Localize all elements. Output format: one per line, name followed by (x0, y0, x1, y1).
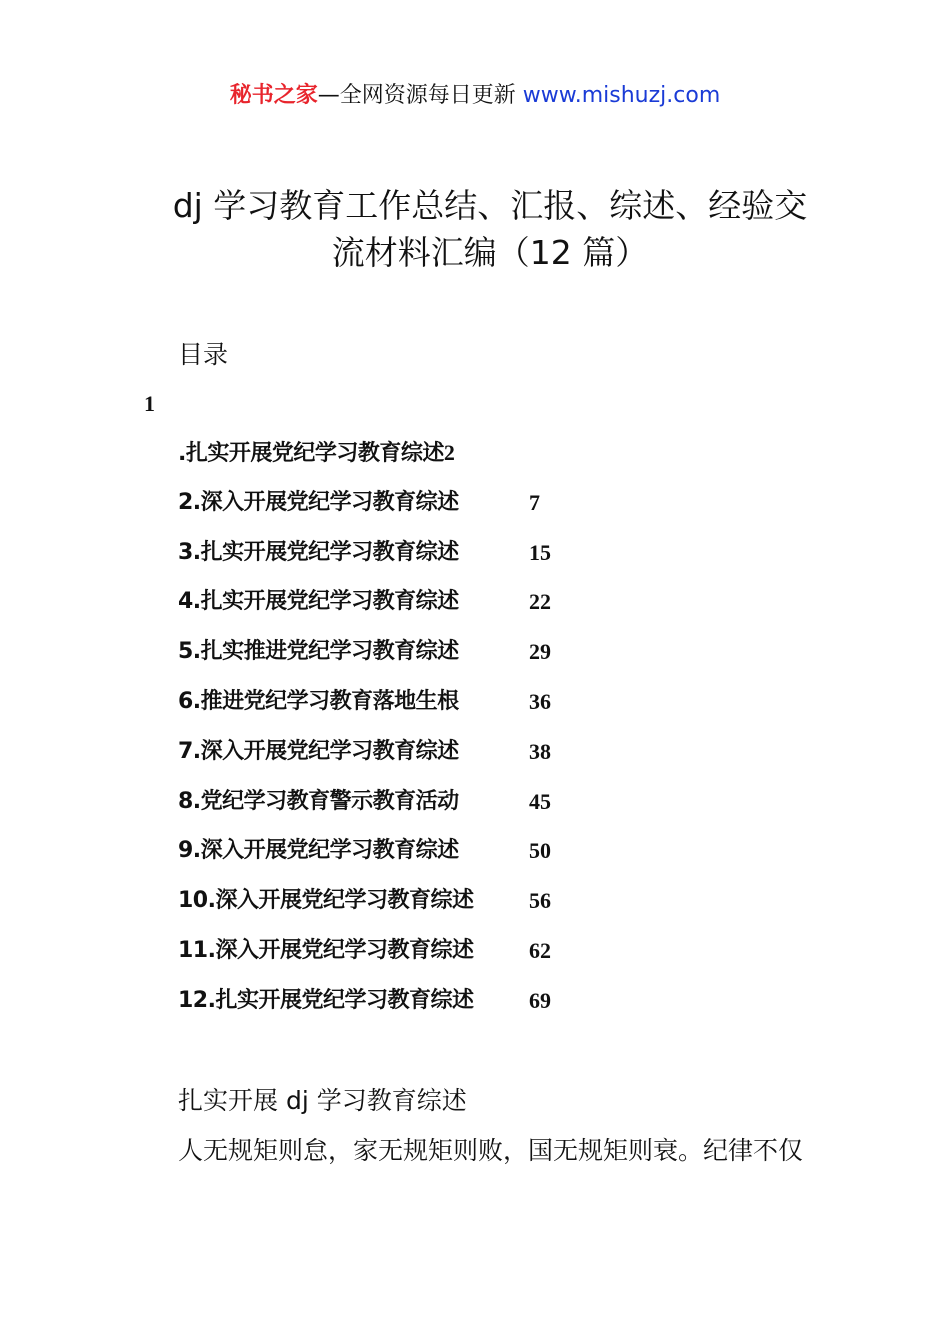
toc-item-page: 50 (529, 838, 551, 864)
toc-item-page: 62 (529, 937, 551, 963)
toc-item-label: 10.深入开展党纪学习教育综述 (178, 888, 474, 914)
toc-item-label: 8.党纪学习教育警示教育活动 (178, 788, 459, 814)
toc-item-label: 9.深入开展党纪学习教育综述 (178, 838, 459, 864)
toc-first-number: 1 (144, 391, 155, 416)
toc-item-label: 5.扎实推进党纪学习教育综述 (178, 639, 459, 665)
toc-item-page: 38 (529, 738, 551, 764)
toc-item-label: .扎实开展党纪学习教育综述2 (178, 440, 455, 466)
toc-item-page: 15 (529, 539, 551, 565)
site-url-link[interactable]: www.mishuzj.com (522, 83, 721, 108)
site-name: 秘书之家 (229, 83, 318, 108)
toc-item-label: 2.深入开展党纪学习教育综述 (178, 489, 459, 515)
toc-item-page: 69 (529, 987, 551, 1013)
body-paragraph: 人无规矩则怠，家无规矩则败，国无规矩则衰。纪律不仅 (178, 1136, 804, 1165)
toc-item-label: 7.深入开展党纪学习教育综述 (178, 738, 459, 764)
document-title-line-1: dj 学习教育工作总结、汇报、综述、经验交 (172, 186, 808, 225)
document-title (100, 182, 880, 276)
toc-item-label: 11.深入开展党纪学习教育综述 (178, 937, 474, 963)
toc-item-page: 7 (529, 489, 540, 515)
site-header (0, 80, 950, 112)
toc-item-label: 6.推进党纪学习教育落地生根 (178, 688, 459, 714)
toc-item-page: 2 (443, 440, 455, 465)
document-title-line-2: 流材料汇编（12 篇） (331, 233, 649, 272)
toc-item-label: 4.扎实开展党纪学习教育综述 (178, 589, 459, 615)
site-tagline: —全网资源每日更新 (317, 83, 516, 108)
toc-item-label: 3.扎实开展党纪学习教育综述 (178, 539, 459, 565)
toc-item-page: 56 (529, 888, 551, 914)
toc-item-page: 45 (529, 788, 551, 814)
toc-item-page: 22 (529, 589, 551, 615)
toc-item-label: 12.扎实开展党纪学习教育综述 (178, 987, 474, 1013)
toc-item-page: 36 (529, 688, 551, 714)
section-title: 扎实开展 dj 学习教育综述 (178, 1086, 467, 1115)
toc-heading: 目录 (178, 340, 229, 369)
toc-item-page: 29 (529, 639, 551, 665)
